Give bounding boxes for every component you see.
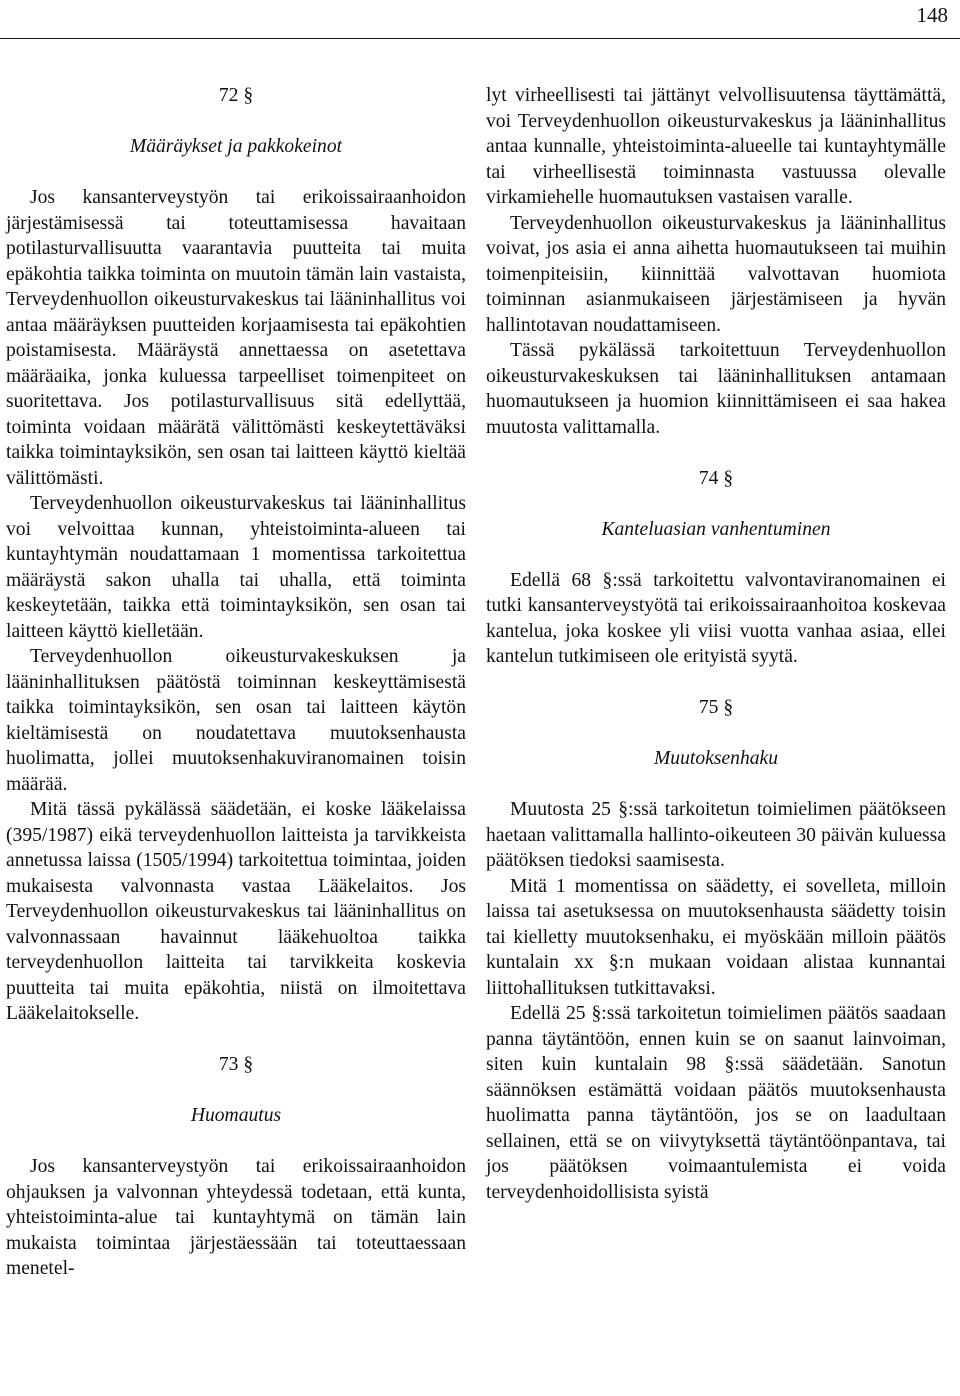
section-73-continuation — [486, 83, 946, 440]
section-75-paragraph-1: Muutosta 25 §:ssä tarkoitetun toimielimen päätökseen haetaan valittamalla hallinto-oikeuteen 30 päivän kuluessa päätöksen tiedoksi saamisesta. — [486, 799, 946, 871]
section-75 — [486, 695, 946, 1205]
section-73-paragraph-1: Jos kansanterveystyön tai erikoissairaanhoidon ohjauksen ja valvonnan yhteydessä todetaan, että kunta, yhteistoiminta-alue tai kuntayhtymä on tämän lain mukaista toimintaa järjestäessään tai toteuttaessaan menetel- — [6, 1156, 466, 1279]
section-74-paragraph-1: Edellä 68 §:ssä tarkoitettu valvontaviranomainen ei tutki kansanterveystyötä tai erikoissairaanhoitoa koskevaa kantelua, joka koskee yli viisi vuotta vanhaa asiaa, ellei kantelun tutkimiseen ole erityistä syytä. — [486, 569, 946, 667]
section-74 — [486, 466, 946, 670]
section-72-paragraph-1: Jos kansanterveystyön tai erikoissairaanhoidon järjestämisessä tai toteuttamisessa havaitaan potilasturvallisuutta vaarantavia puutteita tai muita epäkohtia taikka toiminta on muutoin tämän lain vastaista, Terveydenhuollon oikeusturvakeskus tai lääninhallitus voi antaa määräyksen puutteiden korjaamisesta tai epäkohtien poistamisesta. Määräystä annettaessa on asetettava määräaika, jonka kuluessa tarpeelliset toimenpiteet on suoritettava. Jos potilasturvallisuus sitä edellyttää, toiminta voidaan määrätä välittömästi keskeytettäväksi taikka toimintayksikön, sen osan tai laitteen käyttö kieltää välittömästi. — [6, 187, 466, 489]
section-75-paragraph-3: Edellä 25 §:ssä tarkoitetun toimielimen päätös saadaan panna täytäntöön, ennen kuin se on saanut lainvoiman, siten kuin kuntalain 98 §:ssä säädetään. Sanotun säännöksen estämättä voidaan päätös muutoksenhausta huolimatta panna täytäntöön, jos se on laadultaan sellainen, että se on viivytyksettä täytäntöönpantava, tai jos päätöksen voimaantulemista ei voida terveydenhoidollisista syistä — [486, 1003, 946, 1203]
section-72-title: Määräykset ja pakkokeinot — [129, 136, 343, 157]
section-72-number: 72 § — [218, 85, 254, 106]
section-73 — [6, 1052, 466, 1282]
section-73-continuation-paragraph-2: Terveydenhuollon oikeusturvakeskus ja lääninhallitus voivat, jos asia ei anna aihetta huomautukseen tai muihin toimenpiteisiin, kiinnittää valvottavan huomiota toiminnan asianmukaiseen järjestämiseen ja hyvän hallintotavan noudattamiseen. — [486, 212, 946, 336]
section-75-number: 75 § — [698, 697, 734, 718]
section-74-title: Kanteluasian vanhentuminen — [601, 518, 831, 540]
section-73-number: 73 § — [218, 1054, 254, 1075]
right-column — [486, 83, 946, 1205]
header-rule — [0, 38, 960, 39]
section-72-paragraph-2: Terveydenhuollon oikeusturvakeskus tai lääninhallitus voi velvoittaa kunnan, yhteistoiminta-alueen tai kuntayhtymän noudattamaan 1 momentissa tarkoitettua määräystä sakon uhalla tai uhalla, että toiminta keskeytetään, taikka että toimintayksikön, sen osan tai laitteen käyttö kielletään. — [6, 493, 466, 642]
section-73-continuation-paragraph-1: lyt virheellisesti tai jättänyt velvollisuutensa täyttämättä, voi Terveydenhuollon oikeusturvakeskus ja lääninhallitus antaa kunnalle, yhteistoiminta-alueelle tai kuntayhtymälle tai virheellisestä toiminnasta vastuussa olevalle virkamiehelle huomautuksen vastaisen varalle. — [486, 85, 946, 208]
section-72-paragraph-3: Terveydenhuollon oikeusturvakeskuksen ja lääninhallituksen päätöstä toiminnan keskeyttämisestä taikka toimintayksikön, sen osan tai laitteen käytön kieltämisestä on noudatettava muutoksenhausta huolimatta, jollei muutoksenhakuviranomainen toisin määrää. — [6, 646, 466, 795]
section-72 — [6, 83, 466, 1027]
left-column — [6, 83, 466, 1282]
section-72-paragraph-4: Mitä tässä pykälässä säädetään, ei koske lääkelaissa (395/1987) eikä terveydenhuollon laitteista ja tarvikkeista annetussa laissa (1505/1994) tarkoitettua toimintaa, joiden mukaisesta valvonnasta vastaa Lääkelaitos. Jos Terveydenhuollon oikeusturvakeskus tai lääninhallitus on valvonnassaan havainnut lääkehuoltoa taikka terveydenhuollon laitteita tai tarvikkeita koskevia puutteita tai muita epäkohtia, niistä on ilmoitettava Lääkelaitokselle. — [6, 799, 466, 1024]
section-74-number: 74 § — [698, 467, 734, 489]
section-75-title: Muutoksenhaku — [653, 748, 779, 769]
page-number: 148 — [916, 3, 948, 27]
section-73-continuation-paragraph-3: Tässä pykälässä tarkoitettuun Terveydenhuollon oikeusturvakeskuksen tai lääninhallituksen antamaan huomautukseen ja huomion kiinnittämiseen ei saa hakea muutosta valittamalla. — [486, 340, 946, 438]
section-75-paragraph-2: Mitä 1 momentissa on säädetty, ei sovelleta, milloin laissa tai asetuksessa on muutoksenhausta säädetty toisin tai kielletty muutoksenhaku, ei myöskään milloin päätös kuntalain xx §:n mukaan voidaan alistaa kunnantai liittohallituksen tutkittavaksi. — [486, 875, 946, 999]
section-73-title: Huomautus — [190, 1105, 282, 1126]
